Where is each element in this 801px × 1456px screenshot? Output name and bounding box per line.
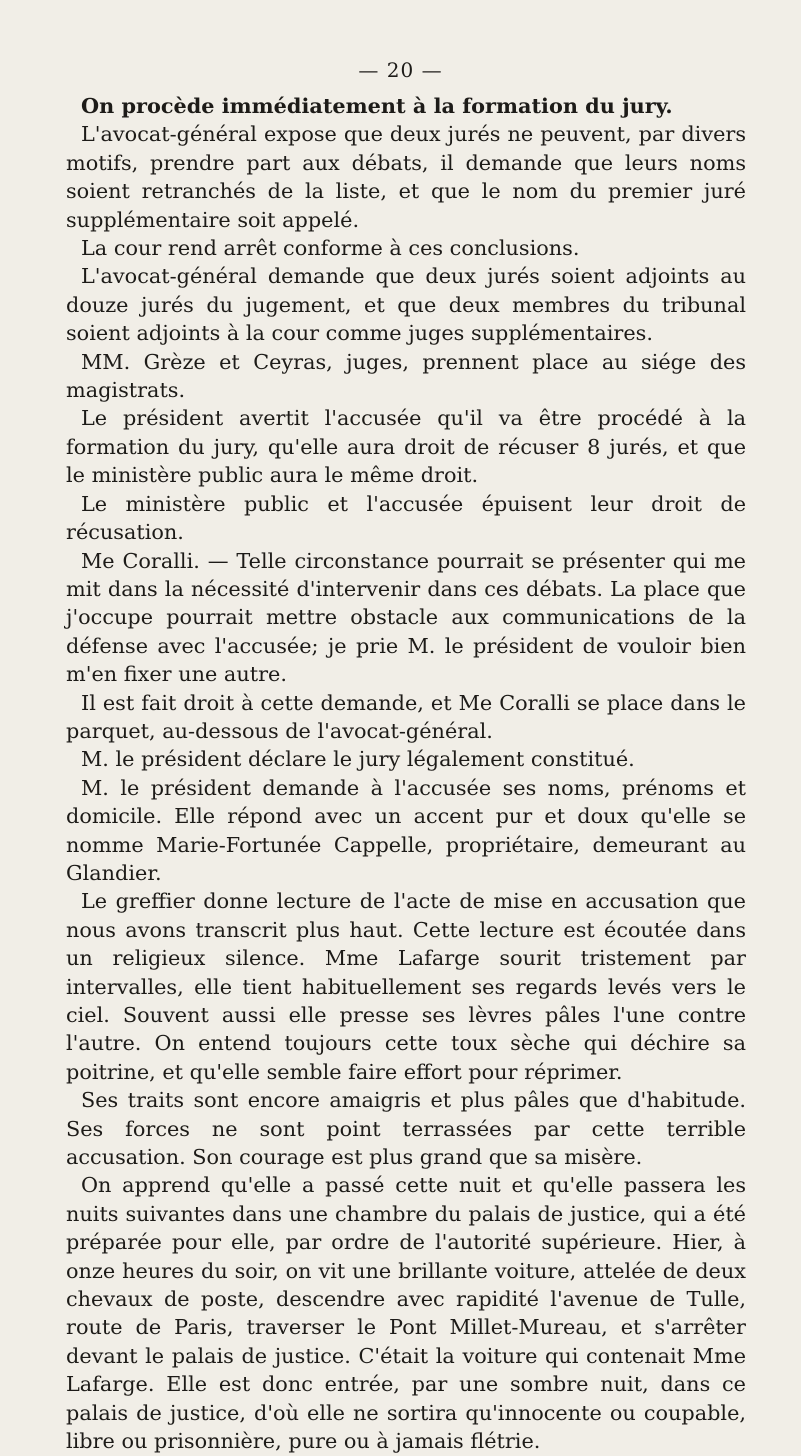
page-number: — 20 — <box>358 58 443 82</box>
paragraph-12: Le greffier donne lecture de l'acte de mise en accusation que nous avons transcrit plus haut. Cette lecture est écoutée dans un religieux silence. Mme Lafarge sourit tristement par intervalles, elle tient habituellement ses regards levés vers le ciel. Souvent aussi elle presse ses lèvres pâles l'une contre l'autre. On entend toujours cette toux sèche qui déchire sa poitrine, et qu'elle semble faire effort pour réprimer. <box>66 889 746 1084</box>
paragraph-4: L'avocat-général demande que deux jurés soient adjoints au douze jurés du jugement, et que deux membres du tribunal soient adjoints à la cour comme juges supplémentaires. <box>66 264 746 346</box>
paragraph-2: L'avocat-général expose que deux jurés ne peuvent, par divers motifs, prendre part aux débats, il demande que leurs noms soient retranchés de la liste, et que le nom du premier juré supplémentaire soit appelé. <box>66 122 746 232</box>
paragraph-9: Il est fait droit à cette demande, et Me Coralli se place dans le parquet, au-dessous de l'avocat-général. <box>66 690 746 743</box>
paragraph-8: Me Coralli. — Telle circonstance pourrait se présenter qui me mit dans la nécessité d'intervenir dans ces débats. La place que j'occupe pourrait mettre obstacle aux communications de la défense avec l'accusée; je prie M. le président de vouloir bien m'en fixer une autre. <box>66 548 746 687</box>
paragraph-13: Ses traits sont encore amaigris et plus pâles que d'habitude. Ses forces ne sont point terrassées par cette terrible accusation. Son courage est plus grand que sa misère. <box>66 1088 746 1170</box>
paragraph-1: On procède immédiatement à la formation du jury. <box>81 93 673 118</box>
paragraph-14: On apprend qu'elle a passé cette nuit et qu'elle passera les nuits suivantes dans une chambre du palais de justice, qui a été préparée pour elle, par ordre de l'autorité supérieure. Hier, à onze heures du soir, on vit une brillante voiture, attelée de deux chevaux de poste, descendre avec rapidité l'avenue de Tulle, route de Paris, traverser le Pont Millet-Mureau, et s'arrêter devant le palais de justice. C'était la voiture qui contenait Mme Lafarge. Elle est donc entrée, par une sombre nuit, dans ce palais de justice, d'où elle ne sortira qu'innocente ou coupable, libre ou prisonnière, pure ou à jamais flétrie. <box>66 1173 746 1454</box>
paragraph-5: MM. Grèze et Ceyras, juges, prennent place au siége des magistrats. <box>66 349 746 403</box>
paragraph-3: La cour rend arrêt conforme à ces conclusions. <box>81 236 580 261</box>
paragraph-10: M. le président déclare le jury légalement constitué. <box>81 747 635 772</box>
paragraph-11: M. le président demande à l'accusée ses noms, prénoms et domicile. Elle répond avec un accent pur et doux qu'elle se nomme Marie-Fortunée Cappelle, propriétaire, demeurant au Glandier. <box>66 775 746 885</box>
body-text <box>66 92 746 1456</box>
paragraph-6: Le président avertit l'accusée qu'il va être procédé à la formation du jury, qu'elle aura droit de récuser 8 jurés, et que le ministère public aura le même droit. <box>66 406 746 488</box>
paragraph-7: Le ministère public et l'accusée épuisent leur droit de récusation. <box>66 491 746 545</box>
